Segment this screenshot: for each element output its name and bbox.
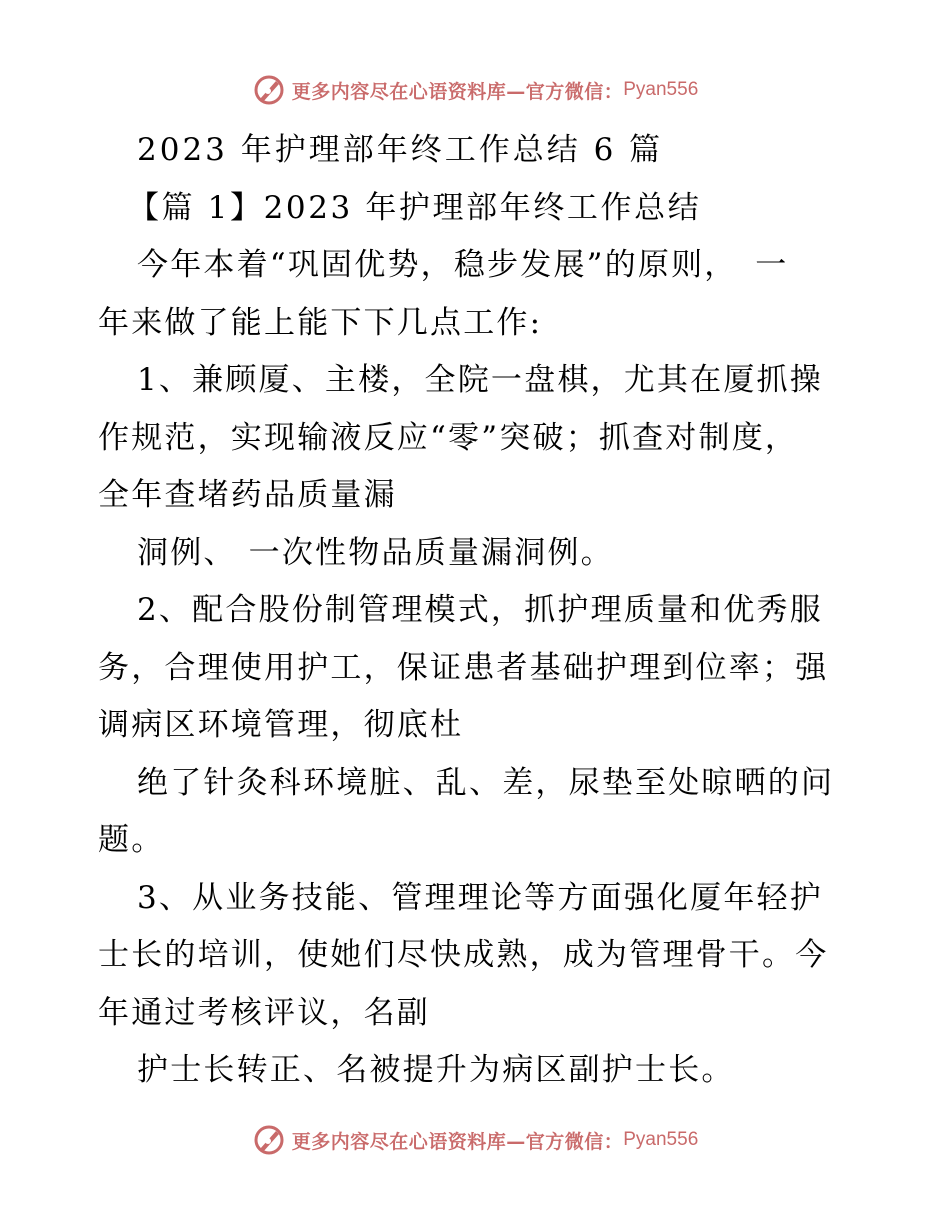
watermark-text: 更多内容尽在心语资料库—官方微信：: [291, 80, 624, 103]
text-line: 年来做了能上能下下几点工作:: [98, 304, 543, 341]
document-title: 2023 年护理部年终工作总结 6 篇: [137, 132, 664, 168]
text-line: 1、兼顾厦、主楼，全院一盘棋，尤其在厦抓操: [137, 362, 823, 398]
text-line: 全年查堵药品质量漏: [98, 477, 397, 513]
text-line: 题。: [98, 822, 165, 858]
footer-watermark: [0, 1120, 950, 1160]
text-line: 2、配合股份制管理模式，抓护理质量和优秀服: [137, 592, 823, 628]
text-line: 3、从业务技能、管理理论等方面强化厦年轻护: [137, 879, 823, 916]
header-watermark: [0, 70, 950, 110]
text-line: 年通过考核评议，名副: [98, 994, 430, 1031]
text-line: 绝了针灸科环境脏、乱、差，尿垫至处晾晒的问: [137, 764, 835, 801]
text-line: 今年本着“巩固优势，稳步发展”的原则， 一: [137, 247, 789, 283]
watermark-wechat-id: Pyan556: [623, 1129, 699, 1150]
text-line: 作规范，实现输液反应“零”突破；抓查对制度，: [98, 419, 799, 456]
watermark-wechat-id: Pyan556: [623, 79, 699, 100]
text-line: 调病区环境管理，彻底杜: [98, 707, 464, 743]
text-line: 洞例、 一次性物品质量漏洞例。: [137, 534, 614, 571]
section-heading: 【篇 1】2023 年护理部年终工作总结: [128, 189, 702, 226]
text-line: 务，合理使用护工，保证患者基础护理到位率；强: [98, 649, 829, 686]
quill-circle-icon: [252, 1123, 286, 1157]
paragraph-lines: [98, 237, 858, 1100]
quill-circle-icon: [252, 73, 286, 107]
document-body: [98, 122, 858, 1100]
text-line: 护士长转正、名被提升为病区副护士长。: [137, 1052, 735, 1088]
text-line: 士长的培训，使她们尽快成熟，成为管理骨干。今: [98, 937, 829, 973]
watermark-text: 更多内容尽在心语资料库—官方微信：: [291, 1130, 624, 1153]
